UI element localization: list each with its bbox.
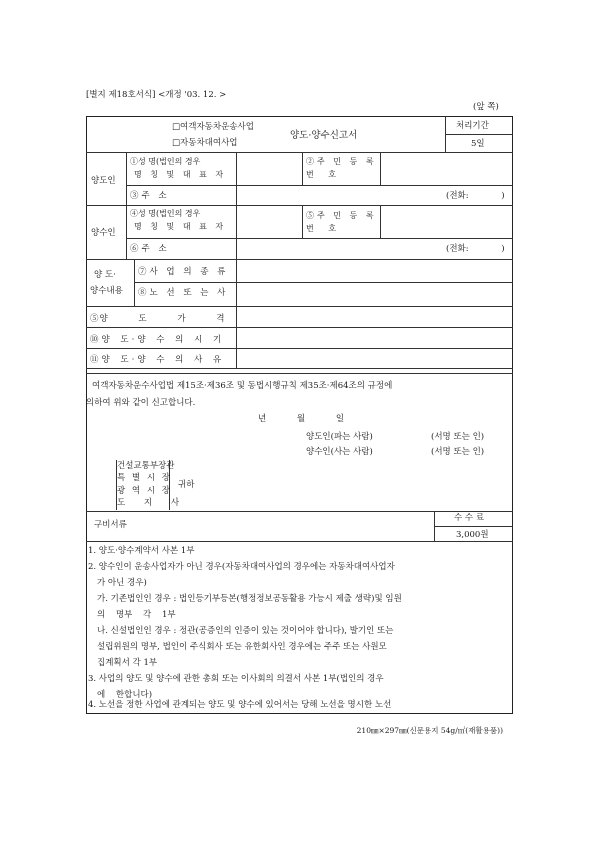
transferee-name-field[interactable]	[237, 206, 302, 237]
document-item: 설립위원의 명부, 법인이 주식회사 또는 유한회사인 경우에는 주주 또는 사원모	[97, 642, 387, 652]
transferor-address-label: ③주 소	[130, 191, 170, 201]
transferee-section-label: 양수인	[91, 228, 116, 238]
business-option-rental[interactable]: □자동차대여사업	[172, 138, 238, 148]
transfer-reason-field[interactable]	[237, 349, 512, 368]
signer-transferee-label: 양수인(사는 사람)	[306, 447, 373, 457]
transferor-name-label-2: 명 칭 및 대 표 자	[134, 170, 227, 179]
transferee-phone-label: (전화: )	[446, 244, 505, 254]
declaration-text-1: 여객자동차운수사업법 제15조·제36조 및 동법시행규칙 제35조·제64조의 규정에	[92, 381, 393, 391]
processing-period-value: 5일	[471, 139, 485, 149]
transferor-reg-field[interactable]	[381, 153, 512, 184]
document-item: 가 아닌 경우)	[97, 578, 147, 588]
authority-item: 건설교통부장관	[117, 461, 175, 471]
transferee-reg-field[interactable]	[381, 206, 512, 237]
transferee-address-label: ⑥주 소	[130, 244, 170, 254]
fee-value: 3,000원	[456, 530, 489, 540]
paper-spec-footer: 210㎜×297㎜(신문용지 54g/㎡(재활용품))	[356, 726, 503, 735]
document-item: 의 명부 각 1부	[97, 610, 176, 620]
form-number-label: [별지 제18호서식] <개정 '03. 12. >	[86, 90, 227, 100]
transferee-address-field[interactable]	[237, 239, 437, 258]
fee-label: 수 수 료	[454, 513, 485, 523]
authority-item: 특 별 시 장	[117, 473, 172, 484]
documents-title: 구비서류	[94, 520, 127, 530]
business-type-label: ⑦사 업 의 종 류	[138, 267, 229, 277]
transferor-reg-label-2: 번 호	[306, 170, 342, 179]
transferor-address-field[interactable]	[237, 186, 437, 204]
declaration-top-border	[86, 373, 513, 374]
form-title: 양도·양수신고서	[290, 130, 358, 141]
transferee-reg-label-1: ⑤주 민 등 록	[306, 211, 377, 220]
transferor-phone-label: (전화: )	[446, 191, 505, 201]
signer-transferee-sign-note: (서명 또는 인)	[431, 447, 485, 457]
transfer-reason-label: ⑪양 도·양 수 의 사 유	[90, 355, 225, 365]
business-type-field[interactable]	[237, 260, 512, 282]
authority-item: 광 역 시 장	[117, 485, 172, 496]
transferor-reg-label-1: ②주 민 등 록	[306, 157, 377, 166]
transfer-time-field[interactable]	[237, 328, 512, 348]
authority-item: 도 지 사	[117, 497, 188, 508]
transferor-name-label-1: ①성 명(법인의 경우	[130, 157, 201, 166]
signer-transferor-sign-note: (서명 또는 인)	[431, 432, 485, 442]
addressee-suffix: 귀하	[178, 480, 195, 490]
route-label: ⑧노 선 또 는 사	[138, 288, 229, 298]
front-page-label: (앞 쪽)	[473, 102, 499, 112]
transferee-name-label-2: 명 칭 및 대 표 자	[134, 222, 227, 231]
document-item: 에 한합니다)	[97, 690, 153, 700]
transfer-content-label-1: 양 도·	[94, 270, 116, 280]
declaration-text-2: 의하여 위와 같이 신고합니다.	[86, 398, 196, 408]
processing-period-label: 처리기간	[456, 121, 489, 131]
declaration-date: 년 월 일	[258, 414, 345, 424]
transferee-name-label-1: ④성 명(법인의 경우	[130, 209, 201, 218]
documents-top-border	[86, 511, 513, 512]
document-item: 3. 사업의 양도 및 양수에 관한 총회 또는 이사회의 의결서 사본 1부(법인의 경우	[88, 674, 384, 684]
route-field[interactable]	[237, 283, 512, 305]
business-option-passenger[interactable]: □여객자동차운송사업	[172, 122, 254, 132]
transferor-name-field[interactable]	[237, 153, 302, 184]
document-item: 1. 양도·양수계약서 사본 1부	[88, 546, 195, 556]
transfer-content-label-2: 양수내용	[90, 286, 123, 296]
document-item: 2. 양수인이 운송사업자가 아닌 경우(자동차대여사업의 경우에는 자동차대여사업자	[88, 562, 395, 572]
document-item: 4. 노선을 정한 사업에 관계되는 양도 및 양수에 있어서는 당해 노선을 명시한 노선	[88, 700, 392, 710]
price-field[interactable]	[237, 307, 512, 327]
document-item: 나. 신설법인인 경우 : 정관(공증인의 인증이 있는 것이어야 합니다), 발기인 또는	[97, 626, 394, 636]
transferee-reg-label-2: 번 호	[306, 224, 342, 233]
price-label: ⑤양 도 가 격	[90, 314, 226, 324]
document-item: 집계획서 각 1부	[97, 658, 158, 668]
transferor-section-label: 양도인	[91, 176, 116, 186]
document-item: 가. 기존법인인 경우 : 법인등기부등본(행정정보공동활용 가능시 제출 생략)및 임원	[97, 594, 402, 604]
transfer-time-label: ⑩양 도·양 수 의 시 기	[90, 335, 225, 345]
signer-transferor-label: 양도인(파는 사람)	[306, 432, 373, 442]
